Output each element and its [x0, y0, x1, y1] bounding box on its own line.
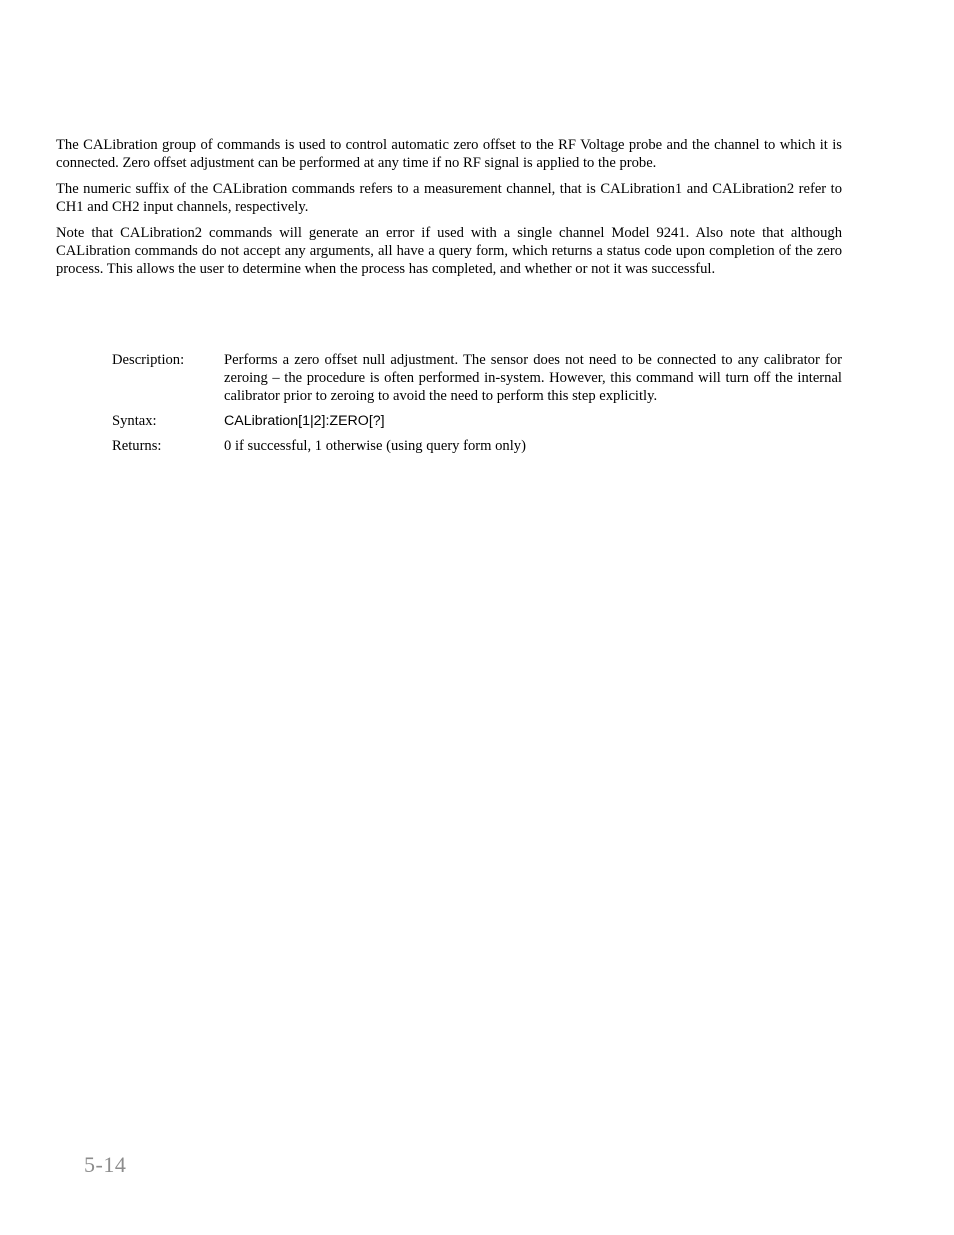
returns-row — [112, 437, 842, 455]
intro-paragraph-2: The numeric suffix of the CALibration commands refers to a measurement channel, that is CALibration1 and CALibration2 refer to CH1 and CH2 input channels, respectively. — [56, 181, 842, 215]
description-text: Performs a zero offset null adjustment. The sensor does not need to be connected to any calibrator for zeroing – the procedure is often performed in-system. However, this command will turn off the internal calibrator prior to zeroing to avoid the need to perform this step explicitly. — [224, 352, 842, 404]
syntax-text: CALibration[1|2]:ZERO[?] — [224, 413, 385, 429]
command-definition — [112, 351, 842, 462]
returns-text: 0 if successful, 1 otherwise (using query form only) — [224, 438, 526, 454]
syntax-label: Syntax: — [112, 413, 157, 429]
intro-paragraph-1: The CALibration group of commands is used to control automatic zero offset to the RF Voltage probe and the channel to which it is connected. Zero offset adjustment can be performed at any time if no RF signal is applied to the probe. — [56, 137, 842, 171]
intro-paragraph-3: Note that CALibration2 commands will generate an error if used with a single channel Model 9241. Also note that although CALibration commands do not accept any arguments, all have a query form, which returns a status code upon completion of the zero process. This allows the user to determine when the process has completed, and whether or not it was successful. — [56, 225, 842, 277]
intro-section — [56, 136, 842, 286]
page-number: 5-14 — [84, 1152, 127, 1177]
syntax-row — [112, 412, 842, 430]
returns-label: Returns: — [112, 438, 162, 454]
description-row — [112, 351, 842, 405]
description-label: Description: — [112, 352, 185, 368]
